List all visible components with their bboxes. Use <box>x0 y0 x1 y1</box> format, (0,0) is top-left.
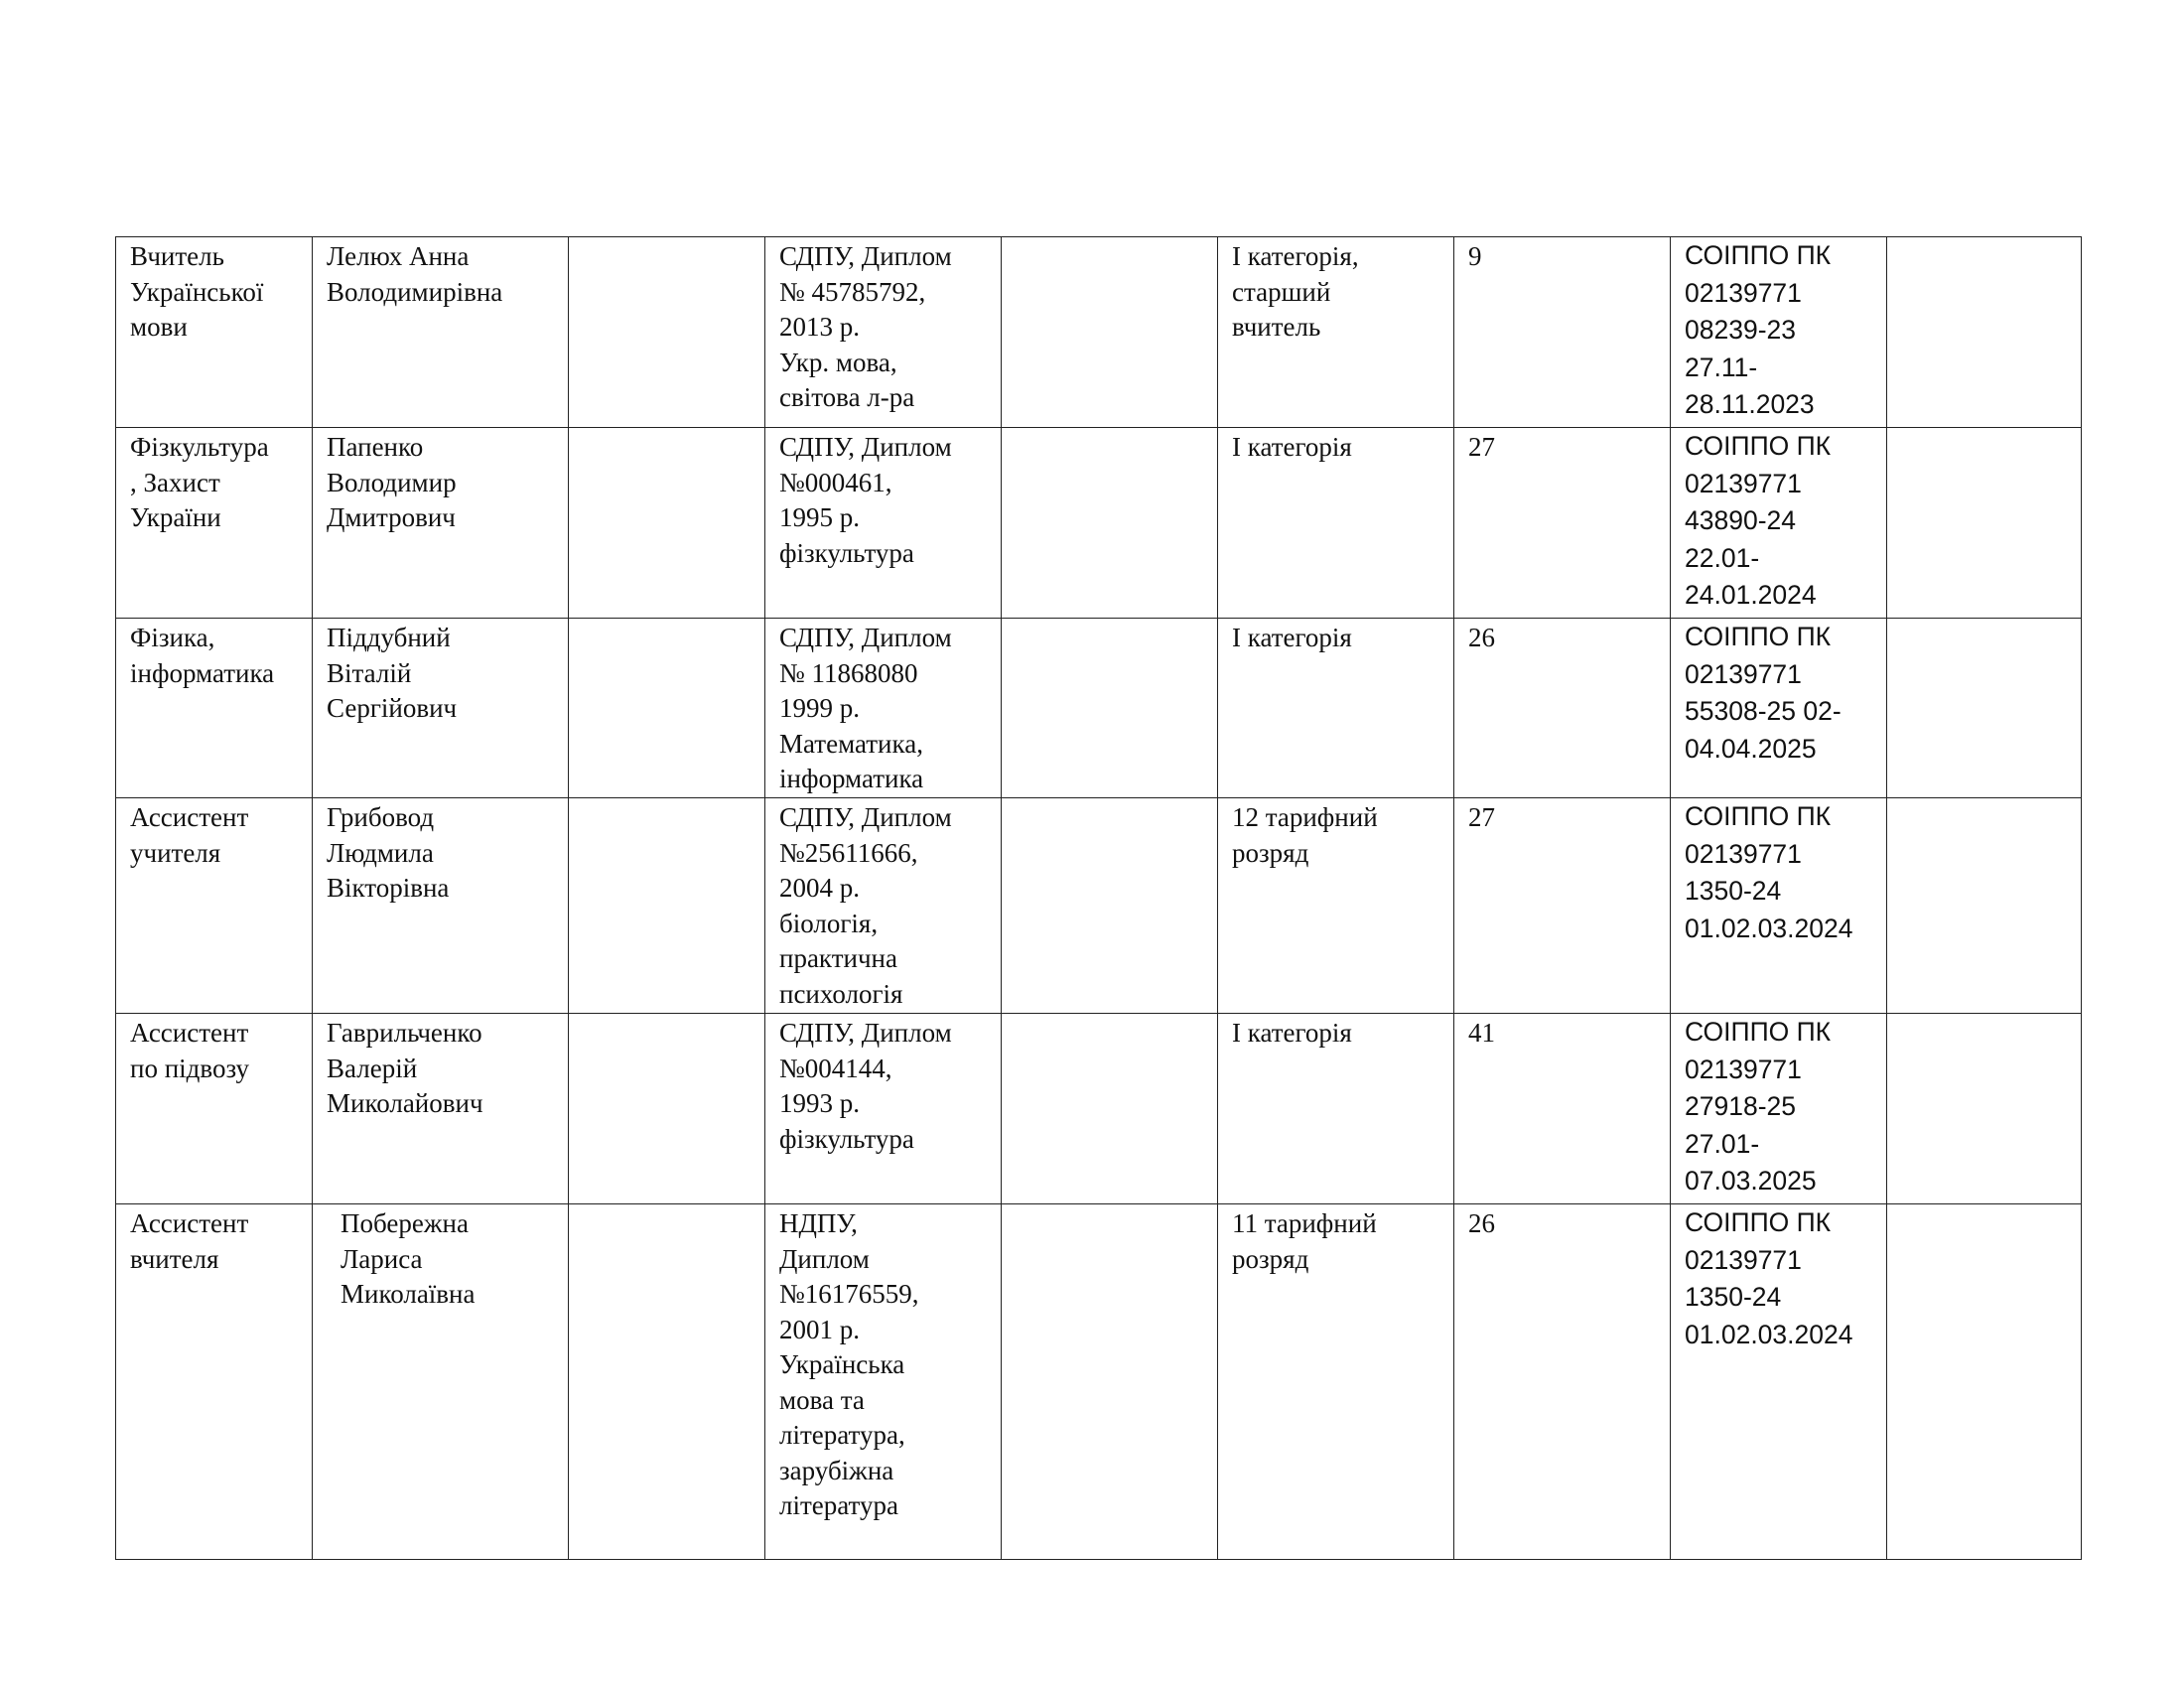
course-line: СОІППО ПК <box>1685 622 1832 651</box>
course-line: 1350-24 <box>1685 1282 1782 1312</box>
experience-value: 9 <box>1468 241 1482 271</box>
experience-cell <box>1454 1204 1671 1560</box>
table-row <box>116 237 2082 428</box>
name-line: Лариса <box>341 1243 423 1274</box>
name-cell <box>313 1014 569 1204</box>
education-cell <box>765 619 1002 798</box>
position-line: учителя <box>130 837 221 868</box>
position-cell <box>116 1204 313 1560</box>
category-cell <box>1218 428 1454 619</box>
course-line: СОІППО ПК <box>1685 1017 1832 1047</box>
education-line: № 45785792, <box>779 276 926 307</box>
category-line: 11 тарифний <box>1232 1208 1377 1238</box>
course-line: 08239-23 <box>1685 315 1796 345</box>
course-line: 01.02.03.2024 <box>1685 913 1853 943</box>
position-line: Ассистент <box>130 1208 249 1238</box>
name-cell <box>313 619 569 798</box>
course-line: 27918-25 <box>1685 1091 1796 1121</box>
education-line: 1995 р. <box>779 502 860 532</box>
empty-cell <box>1002 428 1218 619</box>
education-line: №004144, <box>779 1053 892 1083</box>
education-line: №25611666, <box>779 837 918 868</box>
education-line: фізкультура <box>779 537 914 568</box>
name-line: Вікторівна <box>327 873 450 903</box>
education-line: СДПУ, Диплом <box>779 432 952 462</box>
empty-cell <box>1887 798 2082 1014</box>
name-line: Лелюх Анна <box>327 241 470 271</box>
education-line: психологія <box>779 978 903 1009</box>
course-line: СОІППО ПК <box>1685 801 1832 831</box>
education-line: Українська <box>779 1349 905 1379</box>
empty-cell <box>569 619 765 798</box>
experience-value: 26 <box>1468 623 1495 652</box>
experience-cell <box>1454 798 1671 1014</box>
empty-cell <box>569 798 765 1014</box>
course-line: 28.11.2023 <box>1685 389 1815 419</box>
education-line: фізкультура <box>779 1123 914 1154</box>
name-cell <box>313 237 569 428</box>
category-line: І категорія, <box>1232 241 1359 271</box>
position-line: Фізкультура <box>130 432 269 462</box>
position-line: інформатика <box>130 657 275 688</box>
education-line: СДПУ, Диплом <box>779 1018 952 1048</box>
course-line: 24.01.2024 <box>1685 580 1817 610</box>
course-cell <box>1671 619 1887 798</box>
education-line: зарубіжна <box>779 1455 894 1485</box>
education-line: Диплом <box>779 1243 870 1274</box>
education-line: 2013 р. <box>779 312 860 342</box>
course-line: 04.04.2025 <box>1685 733 1817 764</box>
empty-cell <box>569 237 765 428</box>
name-line: Сергійович <box>327 693 458 723</box>
table-row <box>116 1204 2082 1560</box>
table-row <box>116 1014 2082 1204</box>
position-line: , Захист <box>130 467 220 497</box>
position-cell <box>116 619 313 798</box>
category-cell <box>1218 1014 1454 1204</box>
position-line: мови <box>130 312 188 342</box>
category-cell <box>1218 1204 1454 1560</box>
empty-cell <box>569 1204 765 1560</box>
category-line: 12 тарифний <box>1232 802 1378 832</box>
category-cell <box>1218 798 1454 1014</box>
position-cell <box>116 237 313 428</box>
course-line: 02139771 <box>1685 1054 1802 1084</box>
course-line: 02139771 <box>1685 658 1802 689</box>
position-cell <box>116 1014 313 1204</box>
name-line: Гаврильченко <box>327 1018 482 1048</box>
education-line: біологія, <box>779 908 879 938</box>
education-line: №000461, <box>779 467 892 497</box>
empty-cell <box>1002 1014 1218 1204</box>
course-line: СОІППО ПК <box>1685 431 1832 461</box>
education-line: СДПУ, Диплом <box>779 623 952 652</box>
course-line: СОІППО ПК <box>1685 1207 1832 1237</box>
education-line: 1993 р. <box>779 1088 860 1118</box>
name-cell <box>313 798 569 1014</box>
course-line: 22.01- <box>1685 542 1760 573</box>
course-line: 43890-24 <box>1685 505 1796 535</box>
education-cell <box>765 237 1002 428</box>
education-line: практична <box>779 943 897 973</box>
table-row <box>116 798 2082 1014</box>
course-line: 01.02.03.2024 <box>1685 1319 1853 1349</box>
empty-cell <box>1002 798 1218 1014</box>
education-line: 2001 р. <box>779 1314 860 1344</box>
education-line: 2004 р. <box>779 873 860 903</box>
course-line: 27.01- <box>1685 1128 1760 1159</box>
course-cell <box>1671 428 1887 619</box>
empty-cell <box>1002 237 1218 428</box>
position-cell <box>116 428 313 619</box>
experience-cell <box>1454 428 1671 619</box>
name-line: Володимир <box>327 467 457 497</box>
education-line: СДПУ, Диплом <box>779 241 952 271</box>
category-line: І категорія <box>1232 623 1352 652</box>
empty-cell <box>1887 1204 2082 1560</box>
course-line: СОІППО ПК <box>1685 240 1832 270</box>
education-line: інформатика <box>779 764 924 793</box>
education-line: література, <box>779 1420 905 1450</box>
experience-cell <box>1454 1014 1671 1204</box>
course-line: 02139771 <box>1685 838 1802 869</box>
category-line: вчитель <box>1232 312 1321 342</box>
category-line: І категорія <box>1232 1018 1352 1048</box>
course-line: 02139771 <box>1685 277 1802 308</box>
course-line: 07.03.2025 <box>1685 1166 1817 1196</box>
category-line: розряд <box>1232 1243 1309 1274</box>
experience-value: 27 <box>1468 802 1495 832</box>
position-line: Ассистент <box>130 802 249 832</box>
name-line: Миколаївна <box>341 1279 476 1309</box>
empty-cell <box>1887 619 2082 798</box>
course-cell <box>1671 1014 1887 1204</box>
name-line: Миколайович <box>327 1088 483 1118</box>
name-line: Віталій <box>327 657 412 688</box>
experience-cell <box>1454 237 1671 428</box>
education-line: № 11868080 <box>779 657 918 688</box>
course-cell <box>1671 237 1887 428</box>
education-line: СДПУ, Диплом <box>779 802 952 832</box>
education-line: Математика, <box>779 728 923 759</box>
empty-cell <box>1002 1204 1218 1560</box>
name-line: Володимирівна <box>327 276 503 307</box>
table-row <box>116 428 2082 619</box>
empty-cell <box>569 1014 765 1204</box>
course-line: 27.11- <box>1685 352 1758 382</box>
name-line: Побережна <box>341 1208 469 1238</box>
empty-cell <box>1887 1014 2082 1204</box>
empty-cell <box>569 428 765 619</box>
education-cell <box>765 428 1002 619</box>
category-line: старший <box>1232 276 1331 307</box>
education-cell <box>765 1204 1002 1560</box>
name-line: Грибовод <box>327 802 435 832</box>
position-line: вчителя <box>130 1243 219 1274</box>
experience-value: 27 <box>1468 432 1495 462</box>
category-cell <box>1218 619 1454 798</box>
staff-table <box>115 236 2082 1560</box>
position-line: Фізика, <box>130 623 215 652</box>
name-cell <box>313 428 569 619</box>
empty-cell <box>1887 428 2082 619</box>
position-line: Ассистент <box>130 1018 249 1048</box>
position-cell <box>116 798 313 1014</box>
education-line: Укр. мова, <box>779 347 897 377</box>
course-line: 02139771 <box>1685 468 1802 498</box>
position-line: Української <box>130 276 264 307</box>
education-line: світова л-ра <box>779 382 915 412</box>
education-line: №16176559, <box>779 1279 919 1309</box>
education-cell <box>765 1014 1002 1204</box>
position-line: по підвозу <box>130 1053 250 1083</box>
course-line: 55308-25 02- <box>1685 696 1842 726</box>
category-line: розряд <box>1232 837 1309 868</box>
empty-cell <box>1887 237 2082 428</box>
education-line: література <box>779 1490 898 1520</box>
experience-value: 26 <box>1468 1208 1495 1238</box>
experience-value: 41 <box>1468 1018 1495 1048</box>
category-cell <box>1218 237 1454 428</box>
education-line: мова та <box>779 1384 865 1415</box>
name-line: Людмила <box>327 837 434 868</box>
position-line: України <box>130 502 221 532</box>
experience-cell <box>1454 619 1671 798</box>
course-line: 02139771 <box>1685 1244 1802 1275</box>
position-line: Вчитель <box>130 241 224 271</box>
category-line: І категорія <box>1232 432 1352 462</box>
name-line: Папенко <box>327 432 424 462</box>
course-cell <box>1671 1204 1887 1560</box>
staff-table-body <box>116 237 2082 1560</box>
table-row <box>116 619 2082 798</box>
course-line: 1350-24 <box>1685 876 1782 906</box>
education-line: 1999 р. <box>779 693 860 723</box>
education-cell <box>765 798 1002 1014</box>
education-line: НДПУ, <box>779 1208 858 1238</box>
name-line: Дмитрович <box>327 502 456 532</box>
name-line: Валерій <box>327 1053 418 1083</box>
course-cell <box>1671 798 1887 1014</box>
name-line: Піддубний <box>327 623 451 652</box>
empty-cell <box>1002 619 1218 798</box>
name-cell <box>313 1204 569 1560</box>
